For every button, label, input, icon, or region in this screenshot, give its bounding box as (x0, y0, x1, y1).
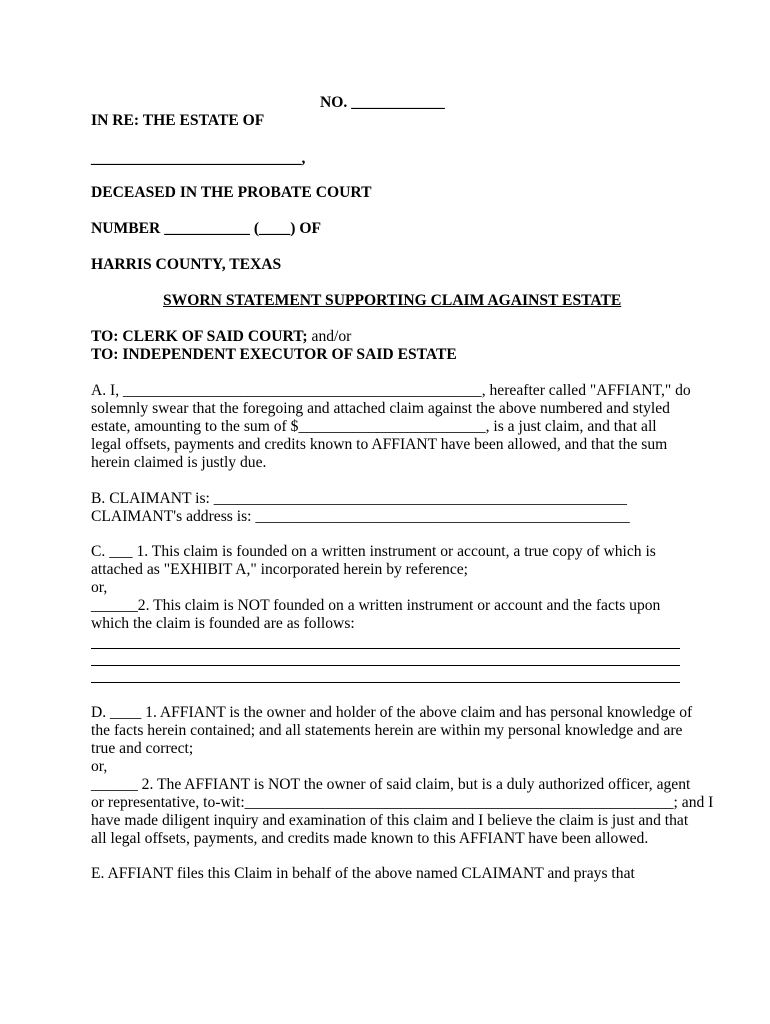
estate-name-blank: ___________________________, (91, 150, 306, 167)
claimant-address-line: CLAIMANT's address is: ________________________________________________ (91, 508, 630, 525)
to-clerk-andor: and/or (307, 328, 352, 345)
section-d-line: D. ____ 1. AFFIANT is the owner and holder of the above claim and has personal knowledge of (91, 704, 693, 721)
section-a-line: solemnly swear that the foregoing and attached claim against the above numbered and styled (91, 400, 670, 417)
section-d-line: ______ 2. The AFFIANT is NOT the owner of said claim, but is a duly authorized officer, agent (91, 776, 691, 793)
section-a-line: legal offsets, payments and credits known to AFFIANT have been allowed, and that the sum (91, 436, 668, 453)
section-d-line: all legal offsets, payments, and credits made known to this AFFIANT have been allowed. (91, 830, 649, 847)
section-d-line: have made diligent inquiry and examination of this claim and I believe the claim is just and that (91, 812, 689, 829)
section-c-line: ______2. This claim is NOT founded on a written instrument or account and the facts upon (91, 597, 661, 614)
section-c-line: C. ___ 1. This claim is founded on a written instrument or account, a true copy of which is (91, 543, 656, 560)
facts-blank-line (91, 648, 680, 649)
section-d-line: the facts herein contained; and all statements herein are within my personal knowledge and are (91, 722, 683, 739)
section-d-line: true and correct; (91, 740, 194, 757)
section-a-line: A. I, ______________________________________________, hereafter called "AFFIANT," do (91, 382, 691, 399)
section-c-line: which the claim is founded are as follows: (91, 615, 355, 632)
facts-blank-line (91, 682, 680, 683)
county-line: HARRIS COUNTY, TEXAS (91, 256, 282, 273)
section-d-line: or representative, to-wit:_______________________________________________________; and I (91, 794, 714, 811)
facts-blank-line (91, 665, 680, 666)
section-c-line: or, (91, 579, 108, 596)
section-c-line: attached as "EXHIBIT A," incorporated herein by reference; (91, 561, 468, 578)
section-e-line: E. AFFIANT files this Claim in behalf of the above named CLAIMANT and prays that (91, 865, 635, 882)
case-number: NO. ____________ (320, 94, 445, 111)
section-d-line: or, (91, 758, 108, 775)
claimant-line: B. CLAIMANT is: _____________________________________________________ (91, 490, 627, 507)
deceased-line: DECEASED IN THE PROBATE COURT (91, 184, 372, 201)
document-title: SWORN STATEMENT SUPPORTING CLAIM AGAINST ESTATE (163, 292, 622, 309)
to-clerk-line (91, 328, 351, 346)
to-executor-line: TO: INDEPENDENT EXECUTOR OF SAID ESTATE (91, 346, 457, 363)
section-a-line: herein claimed is justly due. (91, 454, 267, 471)
court-number-line: NUMBER ___________ (____) OF (91, 220, 321, 237)
to-clerk-bold: TO: CLERK OF SAID COURT; (91, 328, 308, 345)
section-a-line: estate, amounting to the sum of $________________________, is a just claim, and that all (91, 418, 657, 435)
in-re-heading: IN RE: THE ESTATE OF (91, 112, 265, 129)
